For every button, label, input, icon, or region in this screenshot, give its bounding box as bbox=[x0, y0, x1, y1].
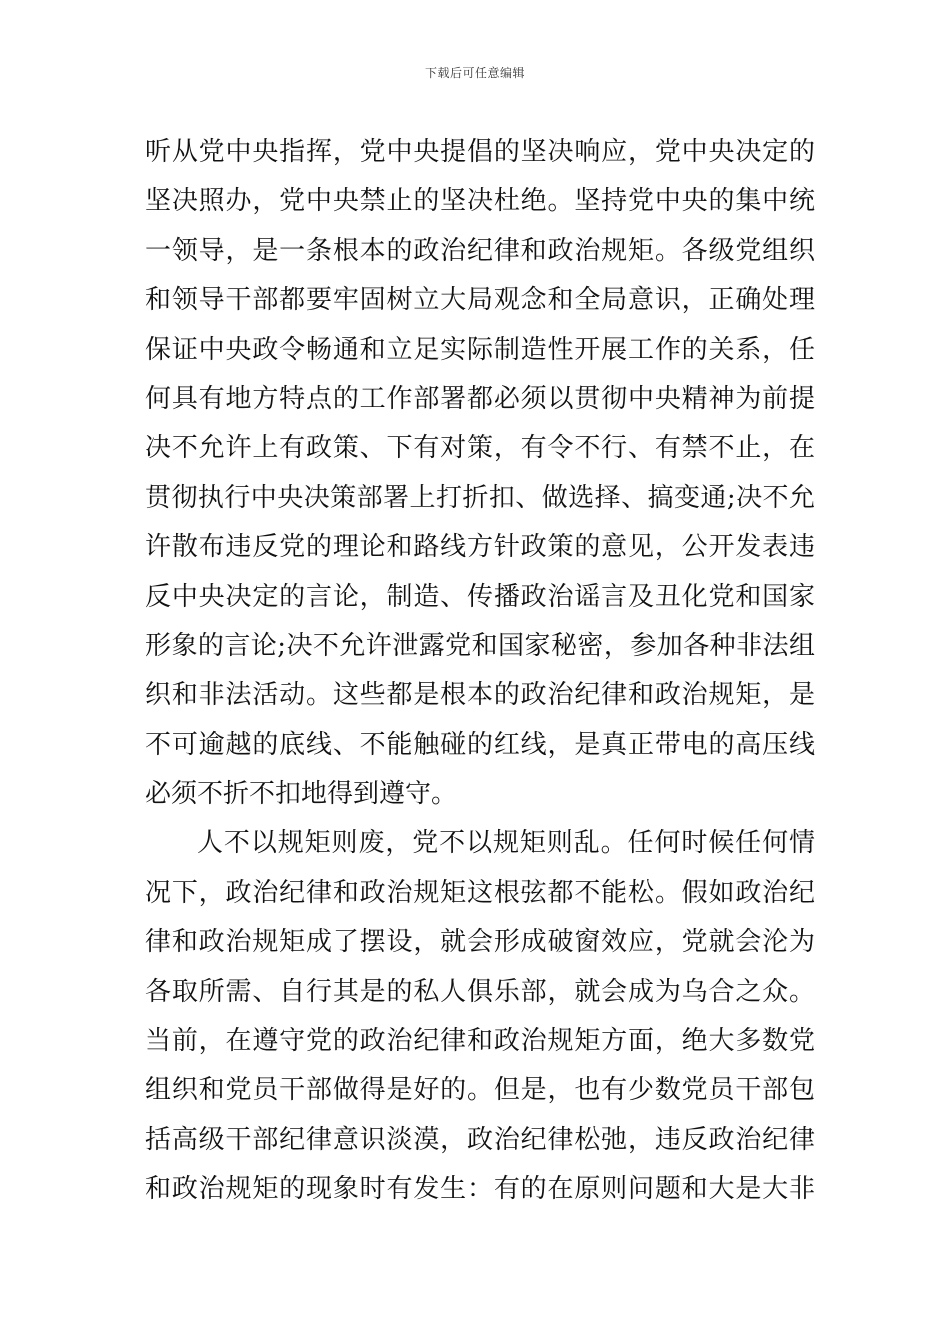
text-line: 决不允许上有政策、下有对策，有令不行、有禁不止，在 bbox=[145, 433, 815, 464]
text-line: 和领导干部都要牢固树立大局观念和全局意识，正确处理 bbox=[145, 285, 815, 316]
document-body bbox=[145, 128, 815, 1215]
text-line: 一领导，是一条根本的政治纪律和政治规矩。各级党组织 bbox=[145, 235, 815, 266]
text-line: 括高级干部纪律意识淡漠，政治纪律松弛，违反政治纪律 bbox=[145, 1124, 815, 1155]
text-line: 许散布违反党的理论和路线方针政策的意见，公开发表违 bbox=[145, 532, 815, 563]
text-line: 织和非法活动。这些都是根本的政治纪律和政治规矩，是 bbox=[145, 680, 815, 711]
text-line: 律和政治规矩成了摆设，就会形成破窗效应，党就会沦为 bbox=[145, 927, 815, 958]
text-line: 不可逾越的底线、不能触碰的红线，是真正带电的高压线 bbox=[145, 729, 815, 760]
paragraph-2 bbox=[145, 819, 815, 1214]
text-line: 保证中央政令畅通和立足实际制造性开展工作的关系，任 bbox=[145, 334, 815, 365]
text-line: 形象的言论;决不允许泄露党和国家秘密，参加各种非法组 bbox=[145, 630, 815, 661]
text-line: 坚决照办，党中央禁止的坚决杜绝。坚持党中央的集中统 bbox=[145, 186, 815, 217]
paragraph-1 bbox=[145, 128, 815, 819]
text-line: 人不以规矩则废，党不以规矩则乱。任何时候任何情 bbox=[197, 828, 815, 859]
page-header: 下载后可任意编辑 bbox=[424, 66, 525, 80]
text-line: 贯彻执行中央决策部署上打折扣、做选择、搞变通;决不允 bbox=[145, 482, 815, 513]
text-line: 各取所需、自行其是的私人俱乐部，就会成为乌合之众。 bbox=[145, 976, 815, 1007]
text-line: 听从党中央指挥，党中央提倡的坚决响应，党中央决定的 bbox=[145, 137, 815, 167]
text-line: 反中央决定的言论，制造、传播政治谣言及丑化党和国家 bbox=[145, 581, 815, 612]
text-line: 况下，政治纪律和政治规矩这根弦都不能松。假如政治纪 bbox=[145, 877, 815, 908]
text-line: 当前，在遵守党的政治纪律和政治规矩方面，绝大多数党 bbox=[145, 1026, 815, 1057]
text-line: 何具有地方特点的工作部署都必须以贯彻中央精神为前提 bbox=[145, 383, 815, 414]
text-line: 和政治规矩的现象时有发生：有的在原则问题和大是大非 bbox=[145, 1174, 815, 1205]
text-line: 组织和党员干部做得是好的。但是，也有少数党员干部包 bbox=[145, 1075, 815, 1106]
text-line: 必须不折不扣地得到遵守。 bbox=[145, 779, 458, 810]
